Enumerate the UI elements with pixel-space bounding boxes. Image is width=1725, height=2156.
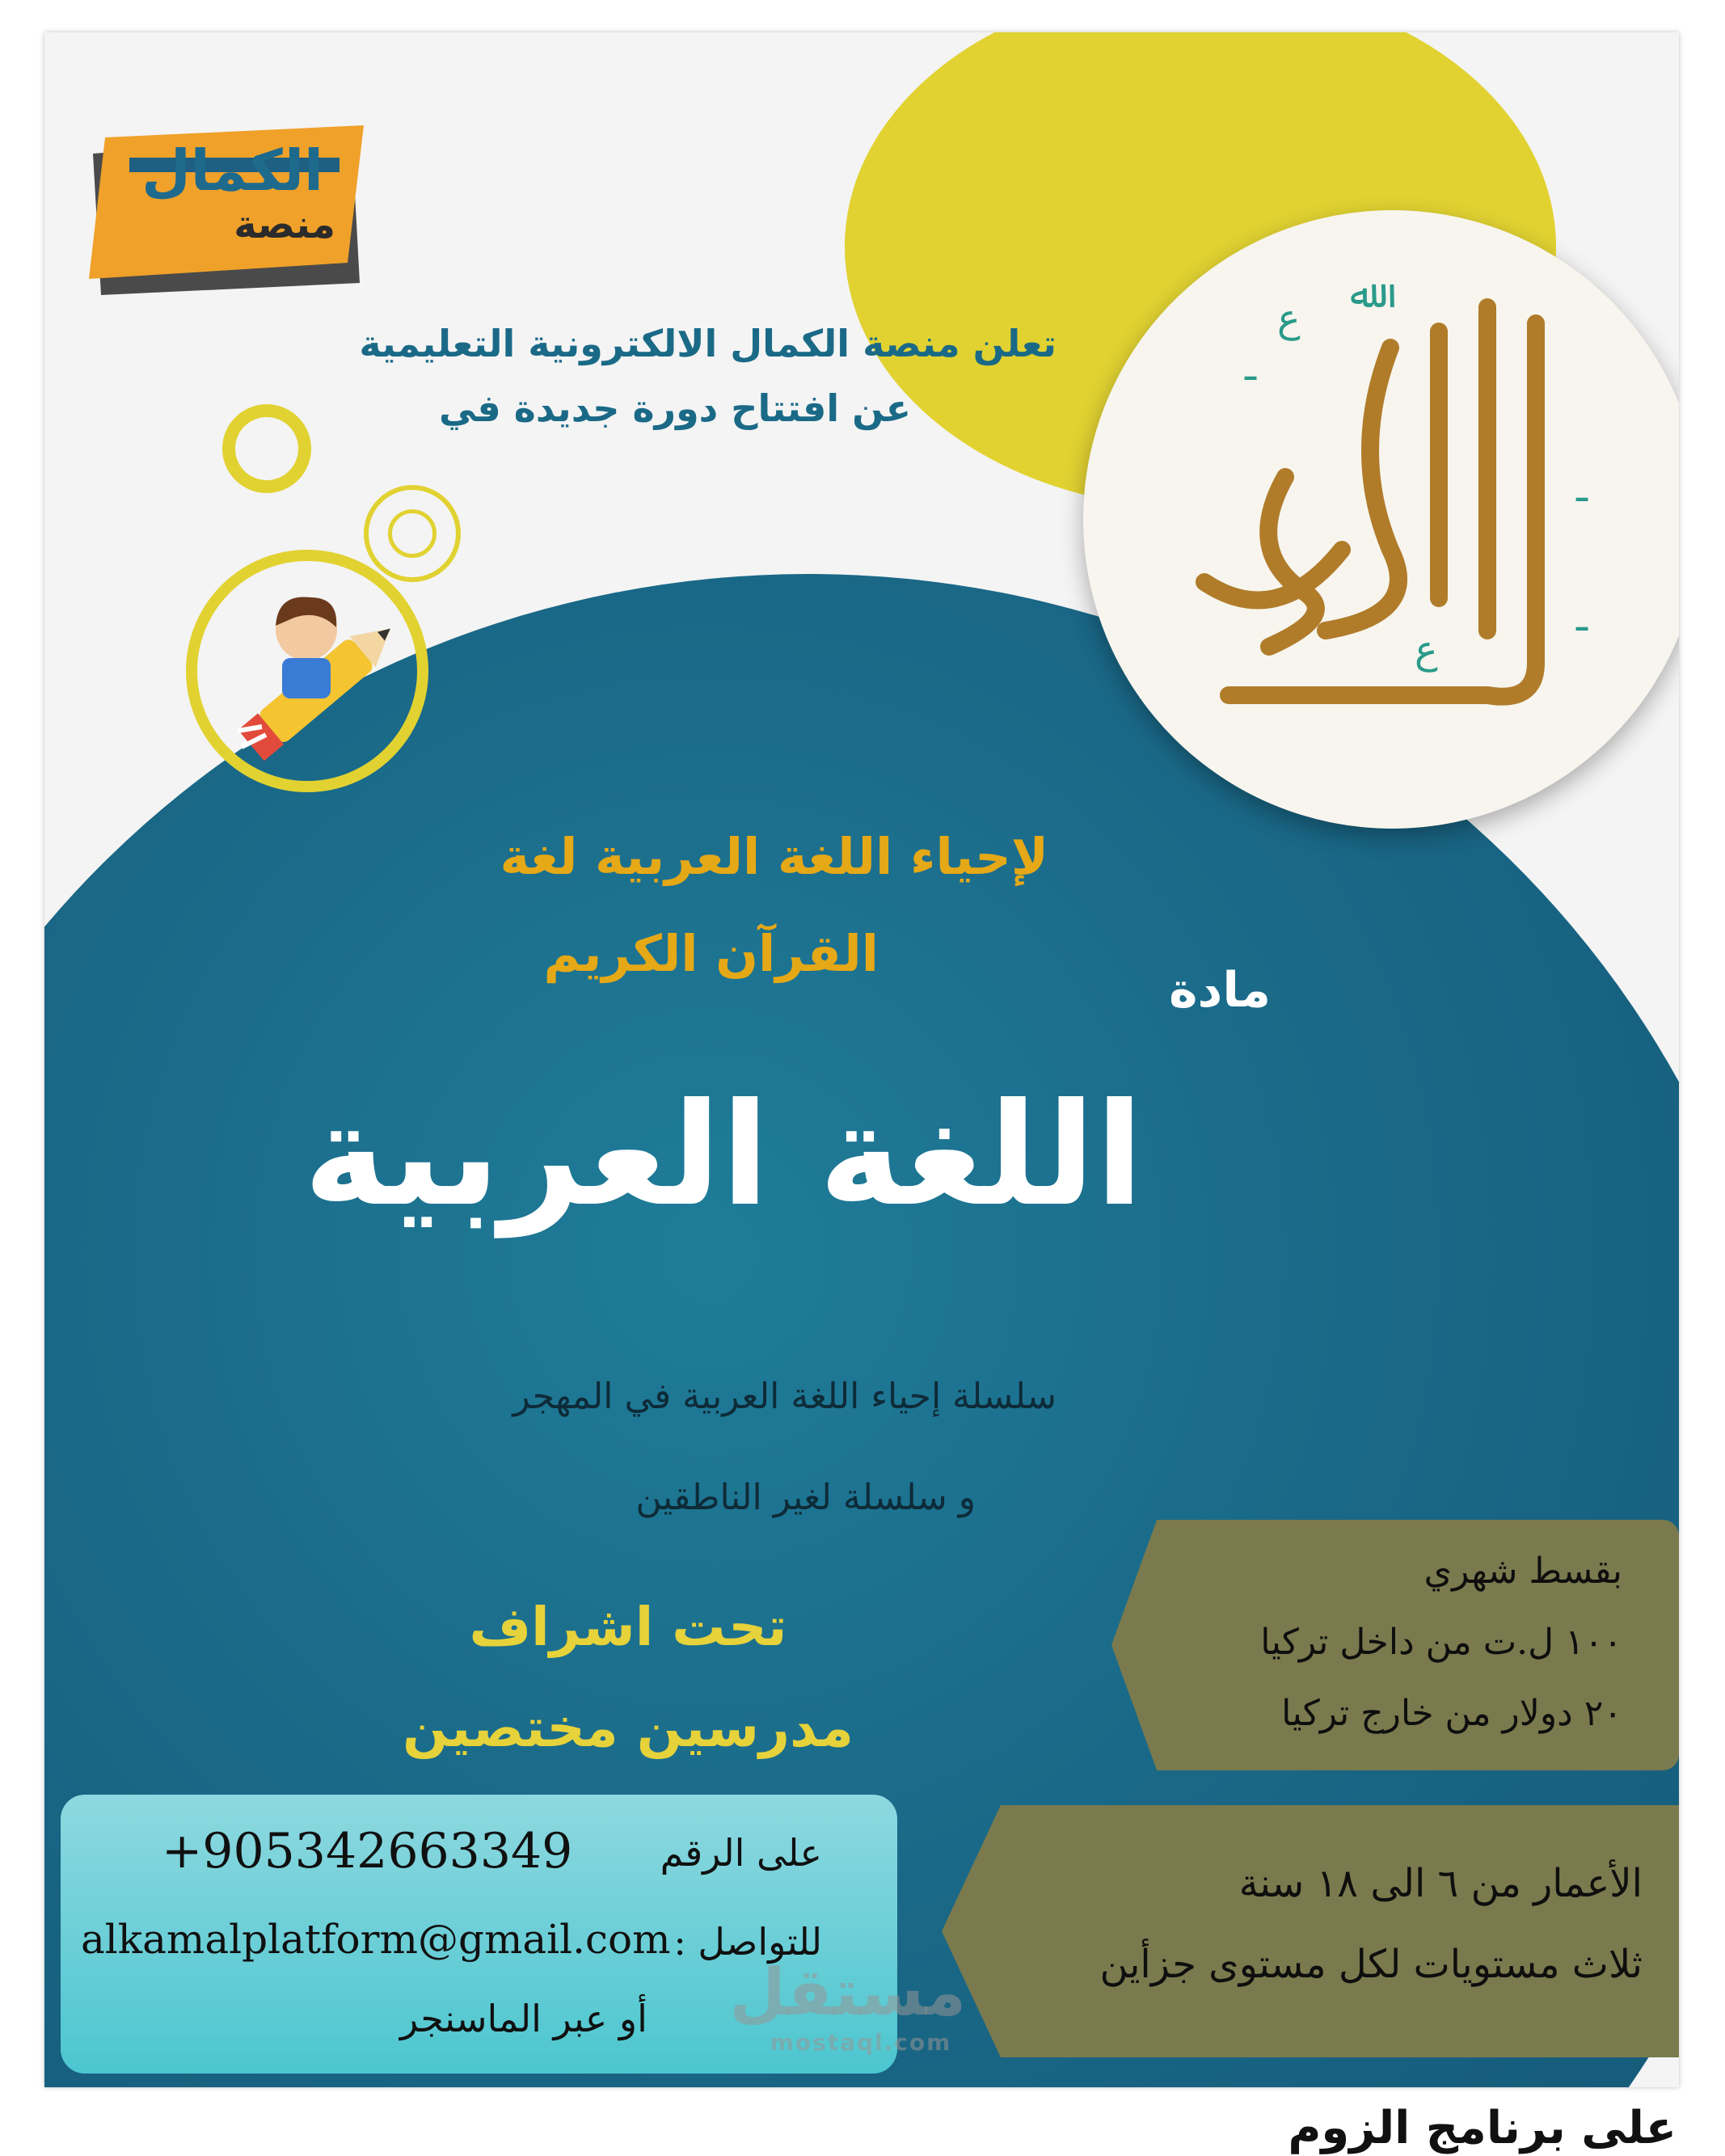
platform-logo [81, 97, 372, 307]
calligraphy-art [1083, 210, 1679, 829]
series-line-2: و سلسلة لغير الناطقين [635, 1477, 976, 1518]
svg-text:ﷲ: ﷲ [1350, 272, 1373, 317]
fees-text [1170, 1536, 1622, 1749]
ages-line-2: ثلاث مستويات لكل مستوى جزأين [1099, 1942, 1643, 1987]
watermark-arabic: مستقل [729, 1955, 966, 2030]
svg-text:ـ: ـ [1245, 344, 1257, 390]
subject-label: مادة [1169, 962, 1271, 1019]
ring-decoration [388, 509, 437, 558]
zoom-footer: على برنامج الزوم [1288, 2102, 1676, 2154]
announcement-line-2: عن افتتاح دورة جديدة في [439, 386, 911, 430]
announcement [329, 311, 1057, 441]
ages-line-1: الأعمار من ٦ الى ١٨ سنة [1238, 1861, 1643, 1906]
fees-line-3: ٢٠ دولار من خارج تركيا [1281, 1693, 1622, 1734]
svg-text:ع: ع [1415, 627, 1438, 673]
series-info [248, 1346, 1057, 1548]
poster [44, 32, 1679, 2087]
email-address[interactable]: alkamalplatform@gmail.com [81, 1916, 671, 1963]
phone-label: على الرقم [660, 1831, 822, 1875]
supervision-line-2: مدرسين مختصين [403, 1697, 854, 1759]
calligraphy-image [1083, 210, 1679, 829]
watermark [729, 1955, 966, 2056]
supervision [345, 1576, 911, 1778]
ring-decoration [222, 404, 311, 493]
student-illustration [186, 550, 428, 792]
ages-text [980, 1843, 1643, 2005]
announcement-line-1: تعلن منصة الكمال الالكترونية التعليمية [359, 322, 1057, 365]
supervision-line-1: تحت اشراف [469, 1596, 787, 1658]
series-line-1: سلسلة إحياء اللغة العربية في المهجر [512, 1376, 1057, 1417]
messenger-text: أو عبر الماسنجر [400, 1997, 647, 2040]
phone-number[interactable]: +905342663349 [162, 1823, 573, 1880]
fees-line-2: ١٠٠ ل.ت من داخل تركيا [1260, 1622, 1622, 1663]
svg-text:ع: ع [1277, 296, 1301, 341]
slogan [240, 808, 1048, 1002]
slogan-line-2: القرآن الكريم [543, 924, 879, 983]
subject-title: اللغة العربية [303, 1074, 1144, 1238]
watermark-latin: mostaql.com [770, 2029, 952, 2056]
slogan-line-1: لإحياء اللغة العربية لغة [500, 827, 1048, 886]
email-label: للتواصل : [673, 1920, 822, 1964]
svg-text:ـ: ـ [1576, 595, 1588, 640]
logo-text-primary: الكمال [141, 137, 323, 204]
svg-text:ـ: ـ [1576, 466, 1588, 511]
logo-text-secondary: منصة [234, 202, 335, 247]
fees-line-1: بقسط شهري [1423, 1551, 1622, 1592]
